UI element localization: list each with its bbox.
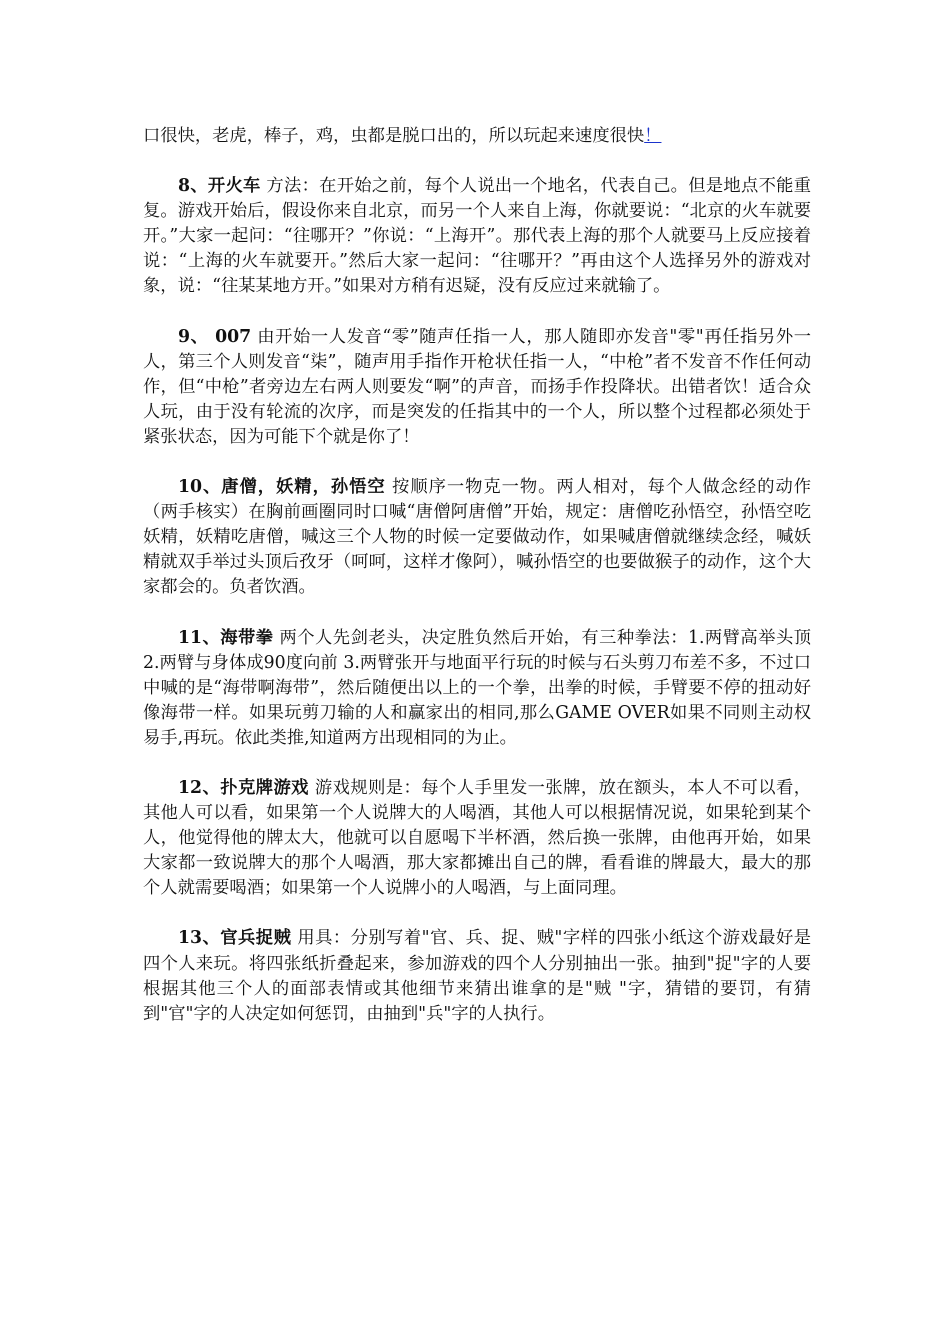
- game-11-body: 两个人先剑老头，决定胜负然后开始，有三种拳法：1.两臂高举头顶 2.两臂与身体成90度向前 3.两臂张开与地面平行玩的时候与石头剪刀布差不多，不过口中喊的是“海带啊海带”，然后随便出以上的一个拳，出拳的时候，手臂要不停的扭动好像海带一样。如果玩剪刀输的人和赢家出的相同,那么GAME OVER如果不同则主动权易手,再玩。依此类推,知道两方出现相同的为止。: [143, 627, 811, 748]
- game-11-title: 11、海带拳: [178, 627, 274, 648]
- paragraph-gap: [143, 300, 811, 325]
- game-9-body: 由开始一人发音“零”随声任指一人，那人随即亦发音"零"再任指另外一人，第三个人则发音“柒”，随声用手指作开枪状任指一人，“中枪”者不发音不作任何动作，但“中枪”者旁边左右两人则要发“啊”的声音，而扬手作投降状。出错者饮！适合众人玩，由于没有轮流的次序，而是突发的任指其中的一个人，所以整个过程都必须处于紧张状态，因为可能下个就是你了！: [143, 326, 811, 447]
- game-11-paragraph: [143, 626, 811, 751]
- document-page: [143, 124, 811, 1027]
- paragraph-continuation-text: 口很快，老虎，棒子，鸡，虫都是脱口出的，所以玩起来速度很快: [143, 126, 645, 146]
- game-12-body: 游戏规则是：每个人手里发一张牌，放在额头，本人不可以看，其他人可以看，如果第一个人说牌大的人喝酒，其他人可以根据情况说，如果轮到某个人，他觉得他的牌太大，他就可以自愿喝下半杯酒，然后换一张牌，由他再开始，如果大家都一致说牌大的那个人喝酒，那大家都摊出自己的牌，看看谁的牌最大，最大的那个人就需要喝酒；如果第一个人说牌小的人喝酒，与上面同理。: [143, 777, 811, 899]
- paragraph-gap: [143, 901, 811, 926]
- game-9-paragraph: [143, 325, 811, 450]
- game-10-body: 按顺序一物克一物。两人相对，每个人做念经的动作（两手核实）在胸前画圈同时口喊“唐僧阿唐僧”开始，规定：唐僧吃孙悟空，孙悟空吃妖精，妖精吃唐僧，喊这三个人物的时候一定要做动作，如果喊唐僧就继续念经，喊妖精就双手举过头顶后孜牙（呵呵，这样才像阿），喊孙悟空的也要做猴子的动作，这个大家都会的。负者饮酒。: [143, 477, 811, 598]
- game-12-paragraph: [143, 776, 811, 901]
- game-13-paragraph: [143, 926, 811, 1026]
- game-8-paragraph: [143, 174, 811, 299]
- paragraph-gap: [143, 450, 811, 475]
- paragraph-gap: [143, 601, 811, 626]
- game-12-title: 12、扑克牌游戏: [178, 777, 309, 798]
- game-9-title: 9、 007: [178, 326, 252, 347]
- game-8-title: 8、开火车: [178, 176, 261, 197]
- game-13-title: 13、官兵捉贼: [178, 928, 292, 949]
- game-8-body: 方法：在开始之前，每个人说出一个地名，代表自己。但是地点不能重复。游戏开始后，假设你来自北京，而另一个人来自上海，你就要说：“北京的火车就要开。”大家一起问：“往哪开？”你说：“上海开”。那代表上海的那个人就要马上反应接着说：“上海的火车就要开。”然后大家一起问：“往哪开？”再由这个人选择另外的游戏对象，说：“往某某地方开。”如果对方稍有迟疑，没有反应过来就输了。: [143, 176, 812, 297]
- game-13-body: 用具：分别写着"官、兵、捉、贼"字样的四张小纸这个游戏最好是四个人来玩。将四张纸折叠起来，参加游戏的四个人分别抽出一张。抽到"捉"字的人要根据其他三个人的面部表情或其他细节来猜出谁拿的是"贼 "字，猜错的要罚，有猜到"官"字的人决定如何惩罚，由抽到"兵"字的人执行。: [143, 928, 811, 1024]
- paragraph-gap: [143, 149, 811, 174]
- game-10-paragraph: [143, 475, 811, 600]
- paragraph-gap: [143, 751, 811, 776]
- exclamation-link[interactable]: ！: [644, 126, 662, 146]
- paragraph-continuation: [143, 124, 811, 149]
- game-10-title: 10、唐僧，妖精，孙悟空: [178, 477, 386, 498]
